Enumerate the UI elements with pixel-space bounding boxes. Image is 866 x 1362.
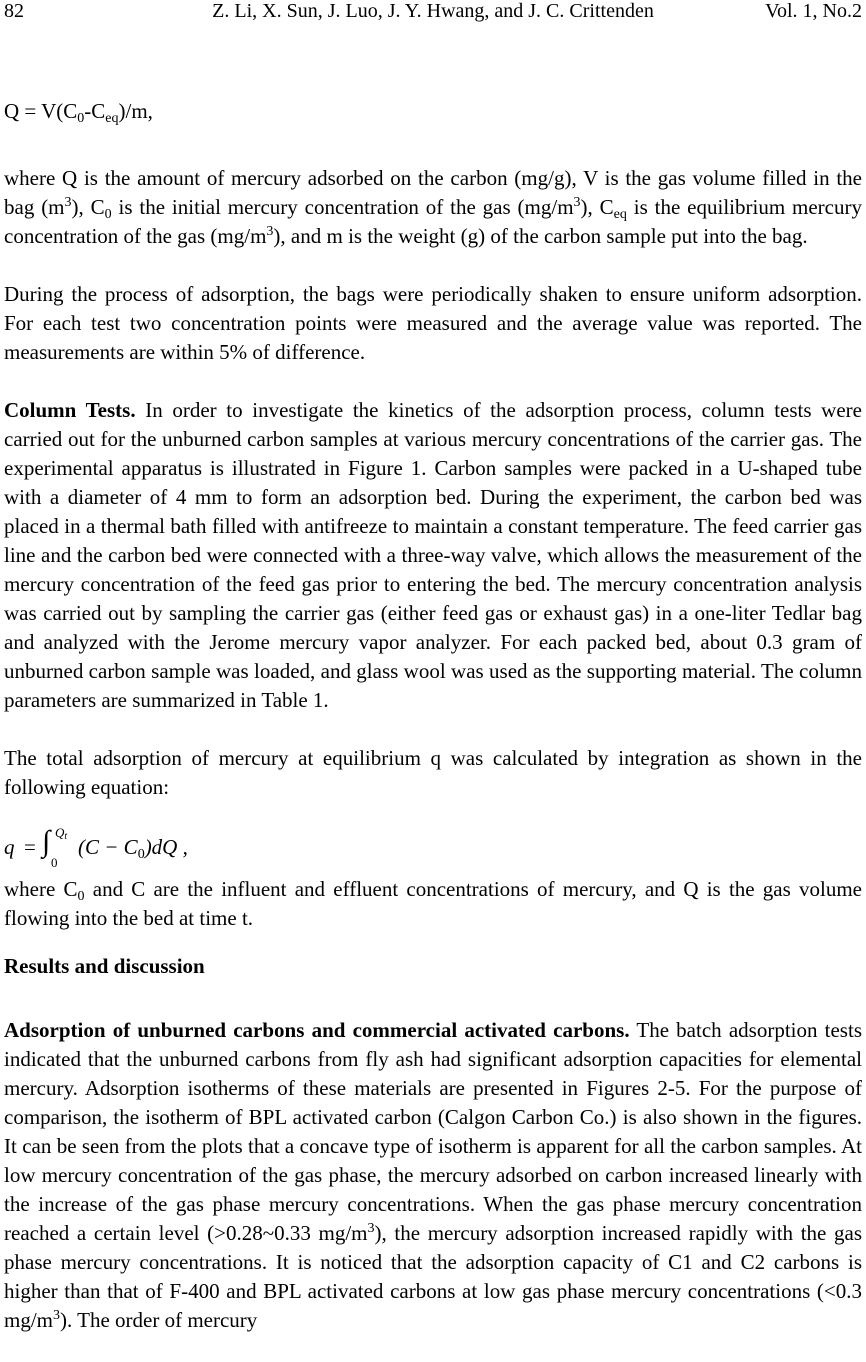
heading-adsorption-carbons: Adsorption of unburned carbons and commercial activated carbons.	[4, 1018, 630, 1042]
paragraph-column-tests: Column Tests. In order to investigate the kinetics of the adsorption process, column tests were carried out for the unburned carbon samples at various mercury concentrations of the carrier gas. The experimental apparatus is illustrated in Figure 1. Carbon samples were packed in a U-shaped tube with a diameter of 4 mm to form an adsorption bed. During the experiment, the carbon bed was placed in a thermal bath filled with antifreeze to maintain a constant temperature. The feed carrier gas line and the carbon bed were connected with a three-way valve, which allows the measurement of the mercury concentration of the feed gas prior to entering the bed. The mercury concentration analysis was carried out by sampling the carrier gas (either feed gas or exhaust gas) in a one-liter Tedlar bag and analyzed with the Jerome mercury vapor analyzer. For each packed bed, about 0.3 gram of unburned carbon sample was loaded, and glass wool was used as the supporting material. The column parameters are summarized in Table 1.	[4, 398, 862, 712]
section-heading-results: Results and discussion	[4, 954, 205, 978]
paragraph-influent-effluent: where $C_0$ and C are the influent and effluent concentrations of mercury, and Q is the gas volume flowing into the bed at time t.	[4, 877, 862, 930]
integral-sign-icon: ∫	[42, 825, 51, 858]
page-number: 82	[4, 0, 24, 22]
paragraph-adsorption-results: Adsorption of unburned carbons and commercial activated carbons. The batch adsorption tests indicated that the unburned carbons from fly ash had significant adsorption capacities for elemental mercury. Adsorption isotherms of these materials are presented in Figures 2-5. For the purpose of comparison, the isotherm of BPL activated carbon (Calgon Carbon Co.) is also shown in the figures. It can be seen from the plots that a concave type of isotherm is apparent for all the carbon samples. At low mercury concentration of the gas phase, the mercury adsorbed on carbon increased linearly with the increase of the gas phase mercury concentrations. When the gas phase mercury concentration reached a certain level (>0.28~0.33 $mg/m^3$), the mercury adsorption increased rapidly with the gas phase mercury concentrations. It is noticed that the adsorption capacity of C1 and C2 carbons is higher than that of F-400 and BPL activated carbons at low gas phase mercury concentrations (<0.3 $mg/m^3$). The order of mercury	[4, 1018, 863, 1332]
paragraph-adsorption-process: During the process of adsorption, the bags were periodically shaken to ensure uniform adsorption. For each test two concentration points were measured and the average value was reported. The measurements are within 5% of difference.	[4, 282, 862, 364]
running-header-authors: Z. Li, X. Sun, J. Luo, J. Y. Hwang, and J. C. Crittenden	[212, 0, 654, 22]
paragraph-total-adsorption: The total adsorption of mercury at equilibrium q was calculated by integration as shown in the following equation:	[4, 746, 862, 799]
heading-column-tests: Column Tests.	[4, 398, 136, 422]
paragraph-variable-definitions: where Q is the amount of mercury adsorbed on the carbon (mg/g), V is the gas volume filled in the bag $(m^3)$, $C_0$ is the initial mercury concentration of the gas $(mg/m^3)$, $C_{eq}$ is the equilibrium mercury concentration of the gas $(mg/m^3)$, and m is the weight (g) of the carbon sample put into the bag.	[4, 166, 862, 248]
volume-issue: Vol. 1, No.2	[765, 0, 862, 22]
running-header	[4, 0, 862, 26]
equation-adsorbed-amount: $Q = V(C_0-C_{eq})/m$,	[4, 99, 153, 126]
body-text	[4, 97, 862, 1335]
equation-integral: q = ∫ $Q_t$ 0 $(C - C_0)dQ$ ,	[4, 825, 188, 870]
